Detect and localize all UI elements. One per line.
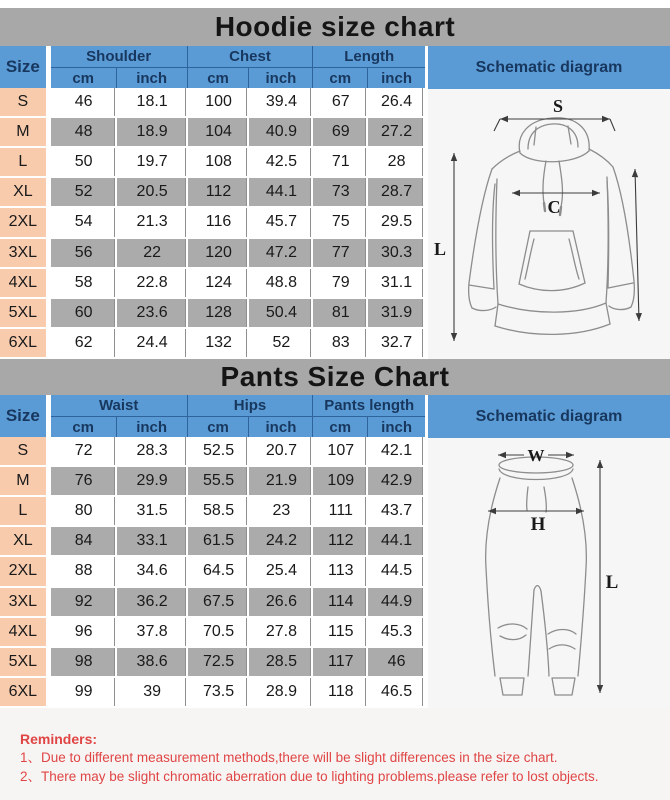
- measurement-value: 112: [313, 527, 368, 557]
- measurement-value: 28.3: [117, 437, 188, 467]
- unit-header-cm: cm: [51, 68, 117, 88]
- table-row: [0, 557, 425, 587]
- measurement-value: 52: [249, 329, 313, 359]
- measurement-value: 98: [51, 648, 117, 678]
- measurement-value: 27.8: [249, 618, 313, 648]
- size-label: L: [0, 148, 51, 178]
- reminder-line-1: 1、Due to different measurement methods,there will be slight differences in the size chart.: [20, 750, 558, 765]
- measurement-value: 81: [313, 299, 368, 329]
- schematic-header: Schematic diagram: [425, 46, 670, 89]
- measurement-value: 44.1: [368, 527, 425, 557]
- measurement-value: 54: [51, 208, 117, 238]
- unit-header-cm: cm: [188, 68, 250, 88]
- pants-outline: [486, 457, 587, 695]
- size-label: 5XL: [0, 648, 51, 678]
- table-row: [0, 239, 425, 269]
- measurement-value: 75: [313, 208, 368, 238]
- table-row: [0, 678, 425, 708]
- measurement-value: 44.9: [368, 588, 425, 618]
- length-group-header: Length: [313, 46, 425, 68]
- measurement-value: 28.5: [249, 648, 313, 678]
- measurement-value: 37.8: [117, 618, 188, 648]
- measurement-value: 92: [51, 588, 117, 618]
- pants-title: Pants Size Chart: [0, 359, 670, 395]
- size-label: 6XL: [0, 678, 51, 708]
- pants-schematic-column: [425, 395, 670, 708]
- measurement-value: 84: [51, 527, 117, 557]
- measurement-value: 20.5: [117, 178, 188, 208]
- table-row: [0, 588, 425, 618]
- pants-chart: [0, 395, 670, 708]
- reminders-section: [0, 708, 670, 800]
- measurement-value: 76: [51, 467, 117, 497]
- table-row: [0, 178, 425, 208]
- measurement-value: 79: [313, 269, 368, 299]
- size-label: 6XL: [0, 329, 51, 359]
- unit-header-inch: inch: [117, 68, 188, 88]
- measurement-value: 30.3: [368, 239, 425, 269]
- measurement-value: 28.9: [249, 678, 313, 708]
- unit-header-cm: cm: [188, 417, 250, 437]
- unit-header-inch: inch: [368, 68, 425, 88]
- hoodie-table-body: [0, 88, 425, 359]
- measurement-value: 58: [51, 269, 117, 299]
- reminder-line-2: 2、There may be slight chromatic aberration due to lighting problems.please refer to lost objects.: [20, 769, 599, 784]
- measurement-value: 24.4: [117, 329, 188, 359]
- measurement-value: 73: [313, 178, 368, 208]
- hoodie-title: Hoodie size chart: [0, 8, 670, 46]
- size-label: 2XL: [0, 557, 51, 587]
- table-row: [0, 148, 425, 178]
- measurement-value: 38.6: [117, 648, 188, 678]
- table-row: [0, 88, 425, 118]
- measurement-value: 31.9: [368, 299, 425, 329]
- measurement-value: 80: [51, 497, 117, 527]
- table-row: [0, 118, 425, 148]
- measurement-value: 22.8: [117, 269, 188, 299]
- pants-table-body: [0, 437, 425, 708]
- waist-group-header: Waist: [51, 395, 188, 417]
- pants-diagram: [425, 438, 670, 708]
- measurement-value: 64.5: [188, 557, 250, 587]
- length-dim-label: L: [433, 239, 447, 259]
- table-row: [0, 329, 425, 359]
- measurement-value: 34.6: [117, 557, 188, 587]
- measurement-value: 72: [51, 437, 117, 467]
- measurement-value: 21.9: [249, 467, 313, 497]
- measurement-value: 40.9: [249, 118, 313, 148]
- measurement-value: 67: [313, 88, 368, 118]
- measurement-value: 109: [313, 467, 368, 497]
- measurement-value: 44.5: [368, 557, 425, 587]
- measurement-value: 115: [313, 618, 368, 648]
- unit-header-inch: inch: [249, 68, 313, 88]
- measurement-value: 23.6: [117, 299, 188, 329]
- measurement-value: 83: [313, 329, 368, 359]
- measurement-value: 77: [313, 239, 368, 269]
- reminders-heading: Reminders:: [20, 731, 98, 747]
- hips-group-header: Hips: [188, 395, 314, 417]
- measurement-value: 71: [313, 148, 368, 178]
- hoodie-chart: [0, 46, 670, 359]
- measurement-value: 52: [51, 178, 117, 208]
- measurement-value: 56: [51, 239, 117, 269]
- hoodie-dimensions: [434, 96, 642, 341]
- size-label: 5XL: [0, 299, 51, 329]
- table-row: [0, 299, 425, 329]
- chest-dim-label: C: [547, 197, 561, 217]
- table-row: [0, 618, 425, 648]
- unit-header-cm: cm: [313, 68, 368, 88]
- measurement-value: 100: [188, 88, 250, 118]
- size-label: 3XL: [0, 588, 51, 618]
- measurement-value: 31.5: [117, 497, 188, 527]
- measurement-value: 44.1: [249, 178, 313, 208]
- pants-line-drawing: [428, 438, 670, 706]
- measurement-value: 20.7: [249, 437, 313, 467]
- measurement-value: 27.2: [368, 118, 425, 148]
- measurement-value: 128: [188, 299, 250, 329]
- measurement-value: 39.4: [249, 88, 313, 118]
- measurement-value: 23: [249, 497, 313, 527]
- measurement-value: 19.7: [117, 148, 188, 178]
- size-label: S: [0, 437, 51, 467]
- hoodie-line-drawing: [428, 89, 670, 357]
- waist-dim-label: W: [527, 446, 545, 465]
- table-row: [0, 527, 425, 557]
- table-row: [0, 497, 425, 527]
- measurement-value: 124: [188, 269, 250, 299]
- hoodie-section: [0, 8, 670, 359]
- measurement-value: 45.7: [249, 208, 313, 238]
- unit-header-cm: cm: [313, 417, 368, 437]
- shoulder-dim-label: S: [552, 96, 564, 116]
- shoulder-group-header: Shoulder: [51, 46, 188, 68]
- table-row: [0, 467, 425, 497]
- measurement-value: 118: [313, 678, 368, 708]
- measurement-value: 18.1: [117, 88, 188, 118]
- table-row: [0, 648, 425, 678]
- unit-header-inch: inch: [117, 417, 188, 437]
- size-label: 4XL: [0, 269, 51, 299]
- measurement-value: 46: [51, 88, 117, 118]
- measurement-value: 60: [51, 299, 117, 329]
- pants-length-dim-label: L: [605, 572, 619, 593]
- table-row: [0, 208, 425, 238]
- unit-header-cm: cm: [51, 417, 117, 437]
- hoodie-outline: [469, 118, 635, 335]
- measurement-value: 70.5: [188, 618, 250, 648]
- measurement-value: 42.5: [249, 148, 313, 178]
- table-row: [0, 269, 425, 299]
- size-label: S: [0, 88, 51, 118]
- measurement-value: 42.1: [368, 437, 425, 467]
- measurement-value: 48.8: [249, 269, 313, 299]
- size-label: M: [0, 118, 51, 148]
- size-column-header: Size: [0, 395, 51, 437]
- measurement-value: 39: [117, 678, 188, 708]
- size-label: 4XL: [0, 618, 51, 648]
- measurement-value: 58.5: [188, 497, 250, 527]
- unit-header-inch: inch: [249, 417, 313, 437]
- measurement-value: 46: [368, 648, 425, 678]
- table-row: [0, 437, 425, 467]
- measurement-value: 50.4: [249, 299, 313, 329]
- size-label: 3XL: [0, 239, 51, 269]
- measurement-value: 33.1: [117, 527, 188, 557]
- measurement-value: 108: [188, 148, 250, 178]
- measurement-value: 50: [51, 148, 117, 178]
- measurement-value: 28.7: [368, 178, 425, 208]
- pants-dimensions: [488, 446, 618, 693]
- measurement-value: 69: [313, 118, 368, 148]
- measurement-value: 88: [51, 557, 117, 587]
- chest-group-header: Chest: [188, 46, 314, 68]
- pants-section: [0, 359, 670, 708]
- measurement-value: 22: [117, 239, 188, 269]
- measurement-value: 113: [313, 557, 368, 587]
- measurement-value: 73.5: [188, 678, 250, 708]
- measurement-value: 132: [188, 329, 250, 359]
- schematic-header: Schematic diagram: [425, 395, 670, 438]
- measurement-value: 62: [51, 329, 117, 359]
- measurement-value: 24.2: [249, 527, 313, 557]
- size-label: M: [0, 467, 51, 497]
- measurement-value: 31.1: [368, 269, 425, 299]
- unit-header-inch: inch: [368, 417, 425, 437]
- measurement-value: 47.2: [249, 239, 313, 269]
- hips-dim-label: H: [530, 514, 546, 535]
- measurement-value: 18.9: [117, 118, 188, 148]
- measurement-value: 32.7: [368, 329, 425, 359]
- measurement-value: 36.2: [117, 588, 188, 618]
- size-label: XL: [0, 527, 51, 557]
- measurement-value: 67.5: [188, 588, 250, 618]
- measurement-value: 46.5: [368, 678, 425, 708]
- pants-table: [0, 395, 425, 708]
- size-column-header: Size: [0, 46, 51, 88]
- measurement-value: 116: [188, 208, 250, 238]
- measurement-value: 114: [313, 588, 368, 618]
- hoodie-schematic-column: [425, 46, 670, 359]
- measurement-value: 112: [188, 178, 250, 208]
- measurement-value: 52.5: [188, 437, 250, 467]
- measurement-value: 29.9: [117, 467, 188, 497]
- measurement-value: 48: [51, 118, 117, 148]
- measurement-value: 45.3: [368, 618, 425, 648]
- hoodie-diagram: [425, 89, 670, 359]
- measurement-value: 117: [313, 648, 368, 678]
- measurement-value: 96: [51, 618, 117, 648]
- measurement-value: 21.3: [117, 208, 188, 238]
- measurement-value: 99: [51, 678, 117, 708]
- pants-length-group-header: Pants length: [313, 395, 425, 417]
- measurement-value: 28: [368, 148, 425, 178]
- hoodie-table: [0, 46, 425, 359]
- size-label: L: [0, 497, 51, 527]
- measurement-value: 72.5: [188, 648, 250, 678]
- measurement-value: 26.6: [249, 588, 313, 618]
- measurement-value: 42.9: [368, 467, 425, 497]
- measurement-value: 25.4: [249, 557, 313, 587]
- size-label: XL: [0, 178, 51, 208]
- measurement-value: 104: [188, 118, 250, 148]
- size-label: 2XL: [0, 208, 51, 238]
- measurement-value: 29.5: [368, 208, 425, 238]
- measurement-value: 61.5: [188, 527, 250, 557]
- measurement-value: 120: [188, 239, 250, 269]
- measurement-value: 43.7: [368, 497, 425, 527]
- measurement-value: 26.4: [368, 88, 425, 118]
- measurement-value: 55.5: [188, 467, 250, 497]
- measurement-value: 111: [313, 497, 368, 527]
- measurement-value: 107: [313, 437, 368, 467]
